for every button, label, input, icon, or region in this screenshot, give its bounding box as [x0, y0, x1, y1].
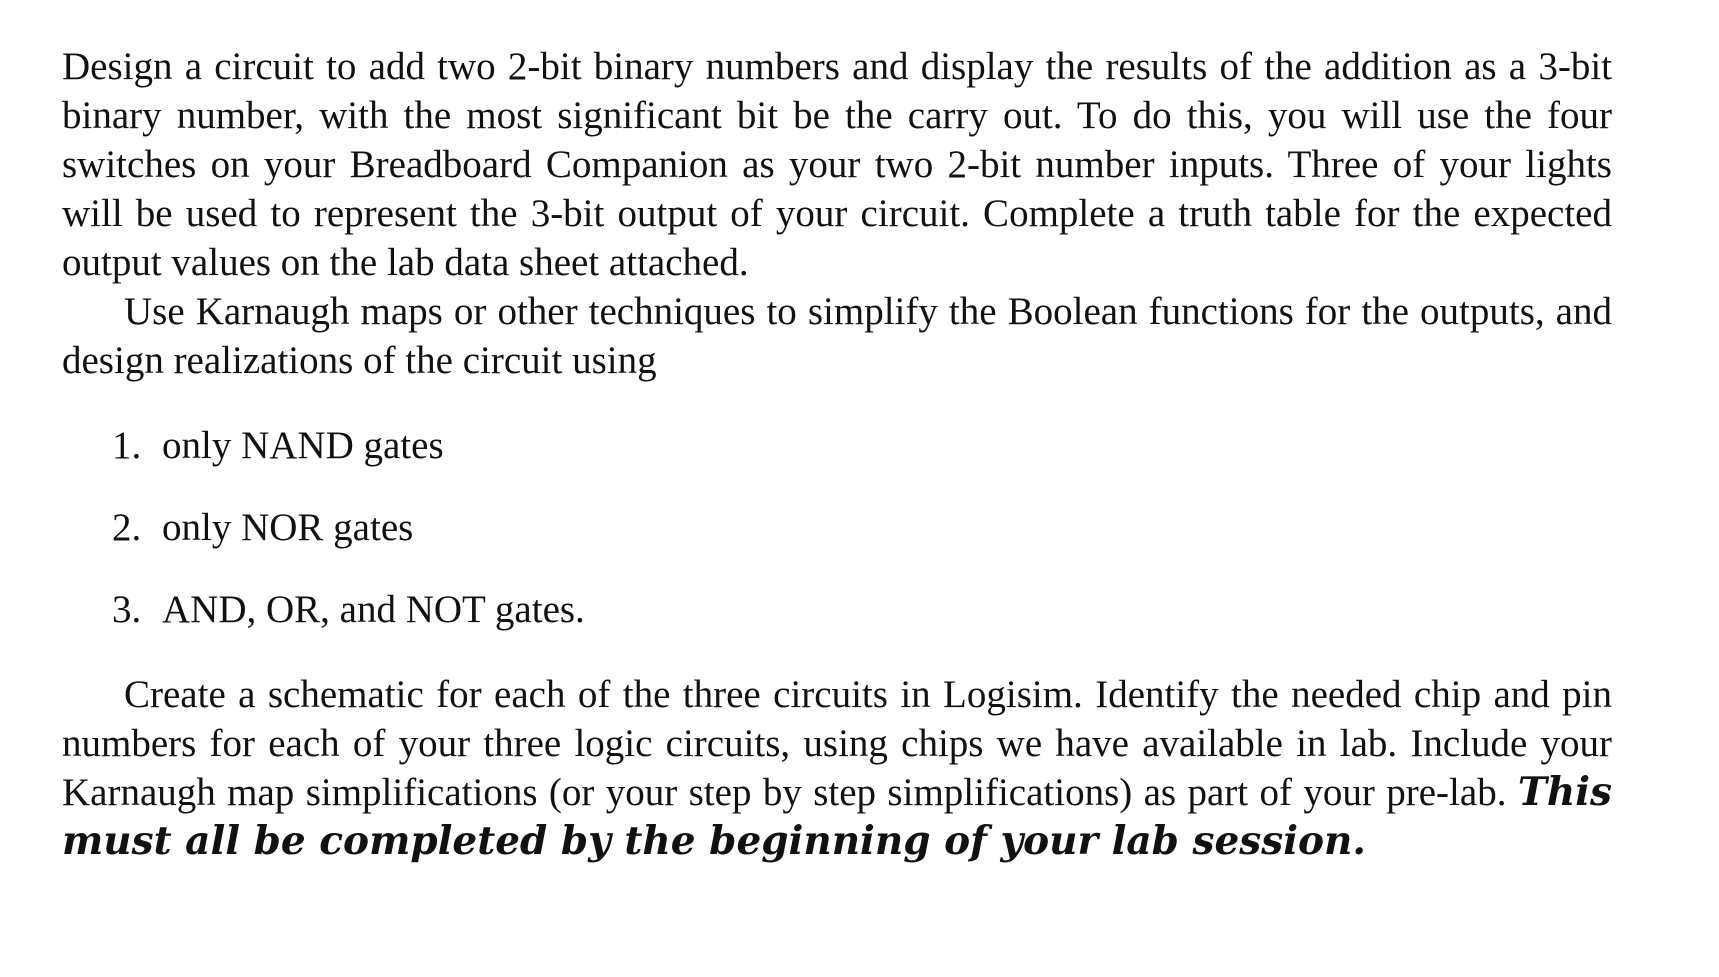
schematic-text: Create a schematic for each of the three circuits in Logisim. Identify the needed chip and pin numbers for each of your three logic circuits, using chips we have available in lab. Include your Karnaugh map simplifications (or your step by step simplifications) as part of your pre-lab. — [62, 673, 1612, 814]
simplify-paragraph: Use Karnaugh maps or other techniques to simplify the Boolean functions for the outputs, and design realizations of the circuit using — [62, 290, 1612, 382]
list-item-text: only NAND gates — [162, 424, 444, 467]
gate-options-list — [62, 421, 1612, 634]
list-item — [112, 421, 1612, 470]
deadline-emphasis: This must all be completed by the beginning of your lab session. — [62, 769, 1612, 864]
list-item-text: AND, OR, and NOT gates. — [162, 588, 585, 631]
list-item — [112, 503, 1612, 552]
list-item — [112, 585, 1612, 634]
list-item-text: only NOR gates — [162, 506, 414, 549]
list-item-number: 1. — [112, 424, 142, 467]
list-item-number: 3. — [112, 588, 142, 631]
document-body — [62, 42, 1612, 866]
list-item-number: 2. — [112, 506, 142, 549]
intro-paragraph: Design a circuit to add two 2-bit binary numbers and display the results of the addition as a 3-bit binary number, with the most significant bit be the carry out. To do this, you will use the four switches on your Breadboard Companion as your two 2-bit number inputs. Three of your lights will be used to represent the 3-bit output of your circuit. Complete a truth table for the expected output values on the lab data sheet attached. — [62, 45, 1612, 284]
schematic-paragraph — [62, 670, 1612, 866]
